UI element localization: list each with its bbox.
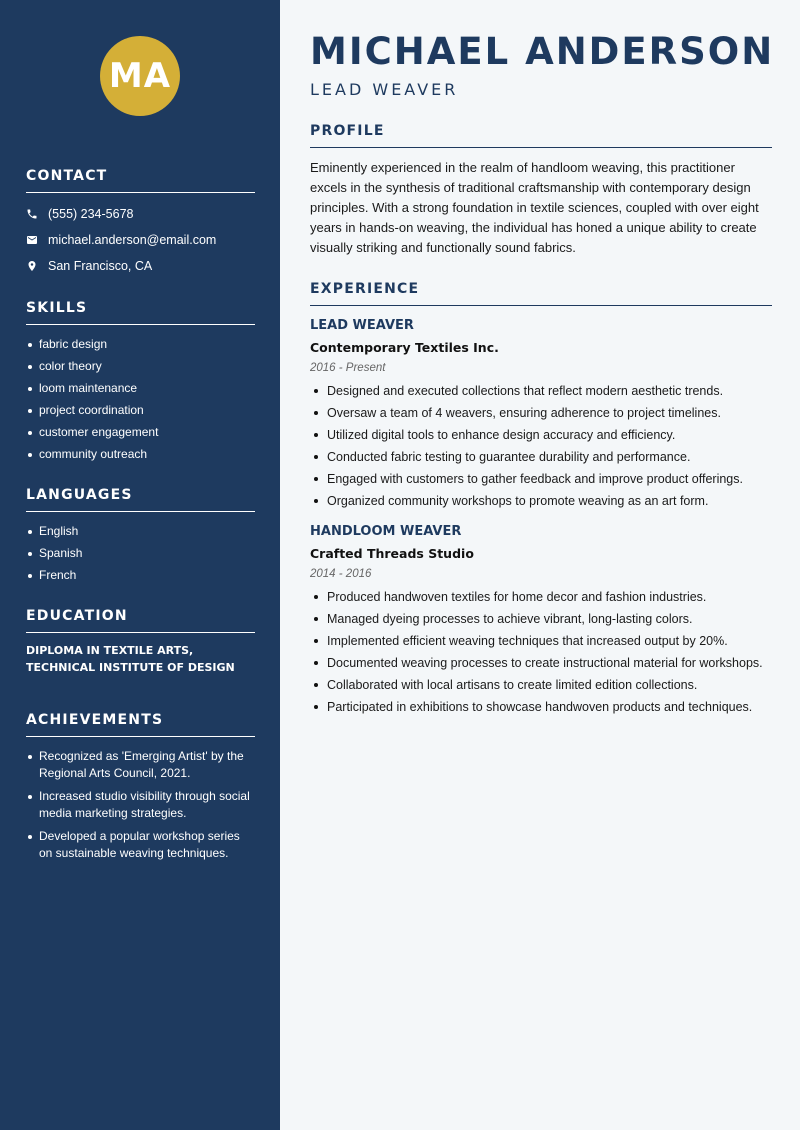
education-heading: EDUCATION <box>26 608 255 633</box>
achievement-item: Developed a popular workshop series on sustainable weaving techniques. <box>26 828 254 862</box>
sidebar <box>0 0 280 1130</box>
language-item: French <box>26 567 254 584</box>
skills-heading: SKILLS <box>26 300 255 325</box>
job-bullet: Implemented efficient weaving techniques that increased output by 20%. <box>310 632 772 650</box>
job-bullet: Designed and executed collections that reflect modern aesthetic trends. <box>310 382 772 400</box>
contact-email[interactable] <box>26 231 254 249</box>
email-text: michael.anderson@email.com <box>48 233 217 247</box>
job-bullet: Utilized digital tools to enhance design accuracy and efficiency. <box>310 426 772 444</box>
main-content <box>310 28 775 720</box>
job-bullet: Engaged with customers to gather feedback and improve product offerings. <box>310 470 772 488</box>
job-company: Crafted Threads Studio <box>310 546 474 561</box>
job-title: LEAD WEAVER <box>310 318 414 333</box>
skill-item: community outreach <box>26 446 254 463</box>
job-bullet: Conducted fabric testing to guarantee durability and performance. <box>310 448 772 466</box>
languages-list <box>26 523 254 584</box>
skill-item: fabric design <box>26 336 254 353</box>
phone-icon <box>26 208 38 220</box>
contact-list <box>26 205 254 275</box>
job-entry <box>310 524 772 716</box>
skill-item: loom maintenance <box>26 380 254 397</box>
job-company: Contemporary Textiles Inc. <box>310 340 499 355</box>
contact-phone[interactable] <box>26 205 254 223</box>
contact-location <box>26 257 254 275</box>
skill-item: project coordination <box>26 402 254 419</box>
job-bullet: Oversaw a team of 4 weavers, ensuring adherence to project timelines. <box>310 404 772 422</box>
profile-text: Eminently experienced in the realm of handloom weaving, this practitioner excels in the synthesis of traditional craftsmanship with contemporary design principles. With a strong foundation in textile sciences, coupled with over eight years in hands-on weaving, the individual has honed a unique ability to create visually striking and functionally sound fabrics. <box>310 160 759 255</box>
job-bullet: Organized community workshops to promote weaving as an art form. <box>310 492 772 510</box>
profile-heading: PROFILE <box>310 123 772 148</box>
location-pin-icon <box>26 260 38 272</box>
job-bullet: Documented weaving processes to create instructional material for workshops. <box>310 654 772 672</box>
achievements-list <box>26 748 254 862</box>
phone-text: (555) 234-5678 <box>48 207 134 221</box>
experience-heading: EXPERIENCE <box>310 281 772 306</box>
skills-list <box>26 336 254 463</box>
job-entry <box>310 318 772 510</box>
candidate-name: MICHAEL ANDERSON <box>310 30 775 73</box>
job-dates: 2016 - Present <box>310 362 386 374</box>
mail-icon <box>26 234 38 246</box>
avatar: MA <box>100 36 180 116</box>
education-degree: DIPLOMA IN TEXTILE ARTS, TECHNICAL INSTITUTE OF DESIGN <box>26 644 235 674</box>
candidate-title: LEAD WEAVER <box>310 80 459 99</box>
skill-item: customer engagement <box>26 424 254 441</box>
job-title: HANDLOOM WEAVER <box>310 524 462 539</box>
language-item: English <box>26 523 254 540</box>
job-bullets <box>310 588 772 716</box>
job-bullet: Produced handwoven textiles for home decor and fashion industries. <box>310 588 772 606</box>
job-dates: 2014 - 2016 <box>310 568 372 580</box>
languages-heading: LANGUAGES <box>26 487 255 512</box>
location-text: San Francisco, CA <box>48 259 153 273</box>
job-bullets <box>310 382 772 510</box>
achievements-heading: ACHIEVEMENTS <box>26 712 255 737</box>
job-bullet: Collaborated with local artisans to create limited edition collections. <box>310 676 772 694</box>
job-bullet: Participated in exhibitions to showcase handwoven products and techniques. <box>310 698 772 716</box>
job-bullet: Managed dyeing processes to achieve vibrant, long-lasting colors. <box>310 610 772 628</box>
contact-heading: CONTACT <box>26 168 255 193</box>
achievement-item: Recognized as 'Emerging Artist' by the Regional Arts Council, 2021. <box>26 748 254 782</box>
skill-item: color theory <box>26 358 254 375</box>
achievement-item: Increased studio visibility through social media marketing strategies. <box>26 788 254 822</box>
language-item: Spanish <box>26 545 254 562</box>
